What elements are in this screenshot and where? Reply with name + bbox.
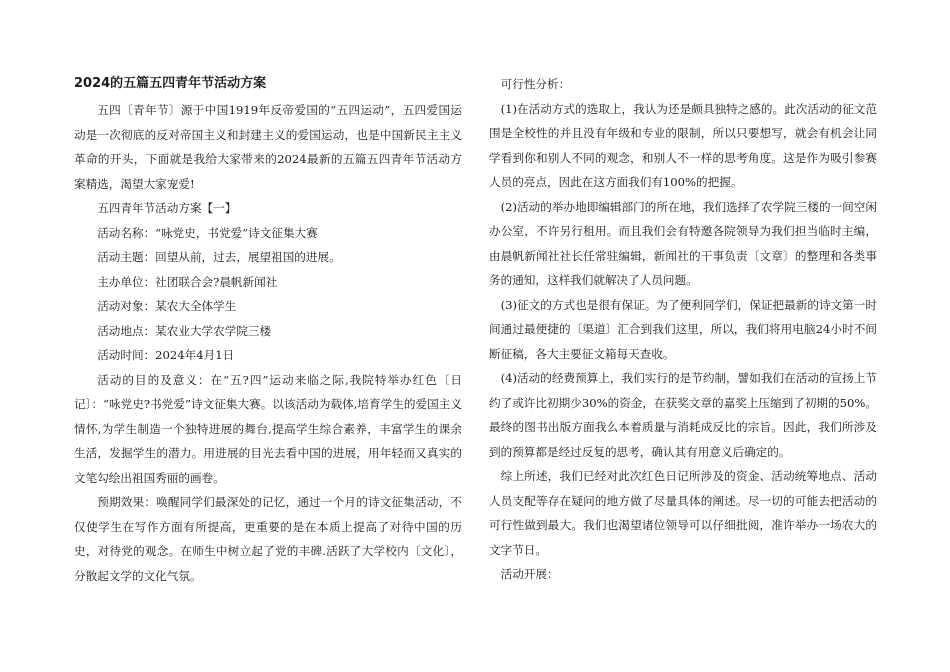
activity-organizer: 主办单位：社团联合会?晨帆新闻社: [97, 274, 278, 289]
purpose-paragraph: 活动的目的及意义：在“五?四”运动来临之际,我院特举办红色〔日记〕：“咏党史?书党爱”诗文征集大赛。以该活动为载体,培育学生的爱国主义情怀,为学生制造一个独特进展的舞台,提高学生综合素养，丰富学生的课余生活，发掘学生的潜力。用进展的目光去看中国的进展，用年轻而又真实的文笔勾绘出祖国秀丽的画卷。: [74, 372, 462, 485]
right-column: [489, 72, 877, 587]
feasibility-point-1: (1)在活动方式的选取上，我认为还是颇具独特之感的。此次活动的征文范围是全校性的并且没有年级和专业的限制，所以只要想写，就会有机会让同学看到你和别人不同的观念，和别人不一样的思考角度。这是作为吸引参赛人员的亮点，因此在这方面我们有100%的把握。: [489, 101, 877, 189]
activity-time: 活动时间：2024年4月1日: [97, 348, 235, 362]
activity-name: 活动名称：“咏党史，书党爱”诗文征集大赛: [97, 225, 318, 240]
expected-effect-paragraph: 预期效果：唤醒同学们最深处的记忆，通过一个月的诗文征集活动，不仅使学生在写作方面有所提高，更重要的是在本质上提高了对待中国的历史，对待党的观念。在师生中树立起了党的丰碑.活跃了大学校内〔文化〕，分散起文学的文化气氛。: [74, 495, 462, 583]
summary-paragraph: 综上所述，我们已经对此次红色日记所涉及的资金、活动统筹地点、活动人员支配等存在疑问的地方做了尽量具体的阐述。尽一切的可能去把活动的可行性做到最大。我们也渴望诸位领导可以仔细批阅，准许举办一场农大的文字节日。: [489, 469, 877, 557]
left-column: [74, 72, 462, 588]
activity-theme: 活动主题：回望从前，过去，展望祖国的进展。: [97, 250, 341, 264]
feasibility-point-3: (3)征文的方式也是很有保证。为了便利同学们，保证把最新的诗文第一时间通过最便捷的〔渠道〕汇合到我们这里，所以，我们将用电脑24小时不间断征稿，各大主要征文箱每天查收。: [489, 297, 877, 361]
document-title: 2024的五篇五四青年节活动方案: [74, 76, 267, 91]
intro-paragraph: 五四〔青年节〕源于中国1919年反帝爱国的“五四运动”，五四爱国运动是一次彻底的反对帝国主义和封建主义的爱国运动，也是中国新民主主义革命的开头，下面就是我给大家带来的2024最新的五篇五四青年节活动方案精选，渴望大家宠爱!: [74, 103, 462, 191]
feasibility-point-4: (4)活动的经费预算上，我们实行的是节约制，譬如我们在活动的宣扬上节约了或许比初期少30%的资金，在获奖文章的嘉奖上压缩到了初期的50%。最终的图书出版方面我么本着质量与消耗成反比的宗旨。因此，我们所涉及到的预算都是经过反复的思考，确认其有用意义后确定的。: [489, 371, 877, 459]
activity-location: 活动地点：某农业大学农学院三楼: [97, 323, 272, 338]
feasibility-point-2: (2)活动的举办地即编辑部门的所在地，我们选择了农学院三楼的一间空闲办公室，不许另行租用。而且我们会有特邀各院领导为我们担当临时主编，由晨帆新闻社社长任常驻编辑，新闻社的干事负责〔文章〕的整理和各类事务的通知，这样我们就解决了人员问题。: [489, 199, 877, 287]
activity-target: 活动对象：某农大全体学生: [97, 299, 237, 313]
feasibility-heading: 可行性分析：: [500, 77, 571, 91]
launch-heading: 活动开展：: [500, 567, 559, 581]
section-heading: 五四青年节活动方案【一】: [97, 201, 237, 215]
